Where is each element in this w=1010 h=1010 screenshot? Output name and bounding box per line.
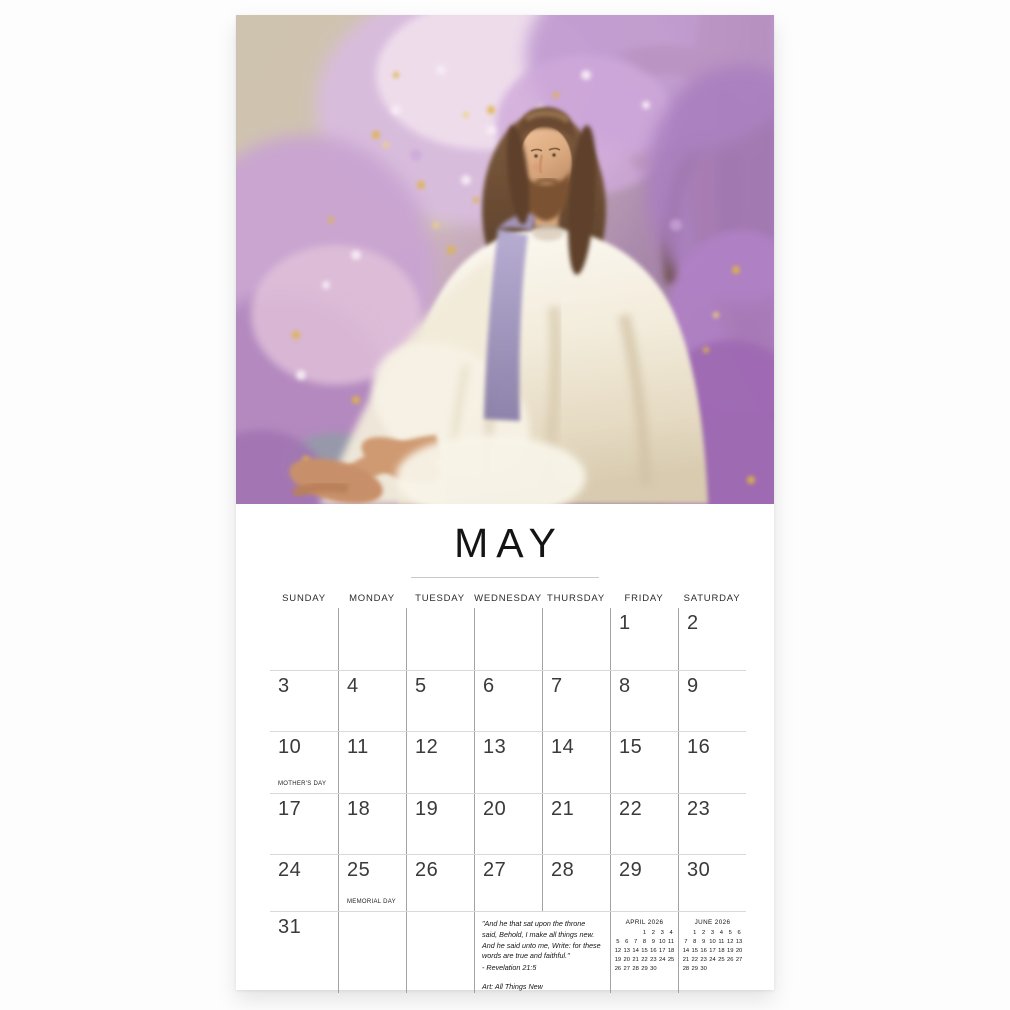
- calendar-page: [236, 15, 774, 990]
- mini-day: 9: [651, 939, 655, 946]
- mini-day: 10: [709, 939, 716, 946]
- mini-day: 11: [718, 939, 725, 946]
- day-cell-empty: [474, 608, 542, 670]
- day-number: 17: [278, 798, 302, 821]
- mini-day: 1: [693, 930, 697, 937]
- mini-day: 16: [650, 948, 657, 955]
- day-number: 28: [551, 859, 575, 882]
- mini-day: 17: [658, 948, 666, 955]
- holiday-label: MOTHER'S DAY: [278, 781, 327, 788]
- day-number: 31: [278, 916, 302, 939]
- day-cell: [678, 732, 746, 793]
- day-number: 21: [551, 798, 575, 821]
- mini-calendar-june: [678, 912, 746, 993]
- mini-day: [631, 929, 640, 938]
- day-cell-empty: [338, 608, 406, 670]
- mini-day: 30: [650, 966, 657, 973]
- artwork-painting: [236, 15, 774, 504]
- mini-day: 5: [616, 939, 620, 946]
- mini-day: [726, 965, 735, 974]
- month-title: MAY: [454, 520, 564, 566]
- day-cell: [338, 671, 406, 731]
- mini-day: 24: [658, 957, 666, 964]
- day-cell: [338, 732, 406, 793]
- day-cell: [474, 671, 542, 731]
- day-number: 3: [278, 675, 290, 698]
- mini-day: 16: [700, 948, 707, 955]
- day-number: 4: [347, 675, 359, 698]
- day-cell: [338, 855, 406, 911]
- mini-day: 3: [660, 930, 664, 937]
- mini-day: [667, 965, 676, 974]
- day-number: 24: [278, 859, 302, 882]
- mini-day: 12: [614, 948, 622, 955]
- mini-day: 25: [667, 957, 675, 964]
- day-number: 18: [347, 798, 371, 821]
- day-cell: [270, 912, 338, 993]
- mini-day: [682, 929, 691, 938]
- mini-day: 25: [718, 957, 725, 964]
- scripture-reference: - Revelation 21:5: [482, 963, 537, 973]
- mini-day: 21: [632, 957, 639, 964]
- mini-day: 4: [719, 930, 723, 937]
- mini-calendar-april: [610, 912, 678, 993]
- day-number: 20: [483, 798, 507, 821]
- day-cell: [474, 794, 542, 854]
- day-cell: [270, 794, 338, 854]
- day-cell: [542, 794, 610, 854]
- mini-calendar-grid: [682, 929, 744, 974]
- mini-day: 27: [623, 966, 630, 973]
- day-number: 7: [551, 675, 563, 698]
- mini-calendar-grid: [614, 929, 676, 974]
- title-divider: [411, 577, 599, 578]
- mini-day: 28: [632, 966, 639, 973]
- mini-day: 14: [682, 948, 690, 955]
- day-cell: [270, 671, 338, 731]
- mini-day: 12: [726, 939, 734, 946]
- day-cell: [610, 794, 678, 854]
- weekday-header: SATURDAY: [683, 593, 741, 605]
- mini-day: 19: [614, 957, 622, 964]
- day-cell: [406, 732, 474, 793]
- day-number: 27: [483, 859, 507, 882]
- day-cell: [542, 732, 610, 793]
- day-cell: [270, 855, 338, 911]
- calendar-week-row-last: [270, 911, 746, 992]
- calendar-grid: [270, 593, 746, 992]
- day-number: 16: [687, 736, 711, 759]
- day-cell-empty: [542, 608, 610, 670]
- weekday-header: TUESDAY: [415, 593, 465, 605]
- day-cell: [542, 855, 610, 911]
- day-number: 25: [347, 859, 371, 882]
- mini-day: 7: [684, 939, 688, 946]
- mini-day: 19: [726, 948, 734, 955]
- day-cell: [610, 732, 678, 793]
- mini-day: [708, 965, 717, 974]
- weekday-header: SUNDAY: [282, 593, 326, 605]
- mini-day: 22: [691, 957, 698, 964]
- mini-day: [622, 929, 631, 938]
- day-cell: [678, 608, 746, 670]
- mini-calendar-title: JUNE 2026: [694, 919, 731, 927]
- day-number: 1: [619, 612, 631, 635]
- mini-day: 22: [641, 957, 648, 964]
- mini-day: 10: [658, 939, 666, 946]
- day-cell: [678, 671, 746, 731]
- calendar-week-row: [270, 854, 746, 911]
- scripture-quote-text: "And he that sat upon the throne said, Behold, I make all things new. And he said unto me, Write: for these words are true and faithful.": [482, 919, 601, 961]
- mini-day: 28: [682, 966, 690, 973]
- day-number: 8: [619, 675, 631, 698]
- mini-day: 20: [735, 948, 743, 955]
- calendar-week-row: [270, 731, 746, 793]
- mini-day: 6: [737, 930, 741, 937]
- mini-day: 18: [667, 948, 675, 955]
- week-rows: [270, 608, 746, 911]
- day-cell: [610, 855, 678, 911]
- mini-day: 7: [634, 939, 638, 946]
- day-cell: [338, 794, 406, 854]
- day-number: 30: [687, 859, 711, 882]
- day-cell: [474, 732, 542, 793]
- day-number: 29: [619, 859, 643, 882]
- mini-day: 26: [726, 957, 734, 964]
- mini-day: 17: [709, 948, 716, 955]
- day-cell: [270, 732, 338, 793]
- day-number: 9: [687, 675, 699, 698]
- mini-day: [717, 965, 726, 974]
- day-cell-empty: [270, 608, 338, 670]
- day-cell: [610, 671, 678, 731]
- mini-day: 2: [702, 930, 706, 937]
- mini-day: 11: [668, 939, 675, 946]
- mini-day: 23: [700, 957, 707, 964]
- mini-day: 13: [735, 939, 743, 946]
- day-cell: [678, 855, 746, 911]
- day-cell: [406, 671, 474, 731]
- mini-day: 8: [642, 939, 647, 946]
- mini-day: 21: [682, 957, 690, 964]
- mini-day: 4: [669, 930, 673, 937]
- weekday-header: WEDNESDAY: [474, 593, 542, 605]
- day-cell: [610, 608, 678, 670]
- mini-day: 30: [700, 966, 707, 973]
- mini-day: 6: [625, 939, 629, 946]
- mini-day: 26: [614, 966, 622, 973]
- day-cell: [406, 855, 474, 911]
- mini-day: 23: [650, 957, 657, 964]
- day-cell-empty: [406, 608, 474, 670]
- mini-day: 15: [691, 948, 698, 955]
- mini-day: 15: [641, 948, 648, 955]
- weekday-header: THURSDAY: [547, 593, 605, 605]
- day-number: 10: [278, 736, 302, 759]
- day-number: 22: [619, 798, 643, 821]
- mini-day: 29: [641, 966, 648, 973]
- scripture-quote-block: [474, 912, 610, 993]
- day-cell-empty: [406, 912, 474, 993]
- mini-day: 29: [691, 966, 698, 973]
- day-number: 11: [347, 736, 369, 759]
- mini-day: 3: [710, 930, 715, 937]
- mini-calendar-title: APRIL 2026: [625, 919, 664, 927]
- day-number: 2: [687, 612, 699, 635]
- day-number: 26: [415, 859, 439, 882]
- mini-day: 18: [718, 948, 725, 955]
- mini-day: [614, 929, 623, 938]
- day-number: 12: [415, 736, 439, 759]
- mini-day: 27: [735, 957, 743, 964]
- day-number: 19: [415, 798, 439, 821]
- day-number: 14: [551, 736, 575, 759]
- mini-day: 24: [709, 957, 716, 964]
- mini-day: [735, 965, 744, 974]
- day-cell: [406, 794, 474, 854]
- mini-day: 13: [623, 948, 630, 955]
- day-number: 5: [415, 675, 427, 698]
- mini-day: 20: [623, 957, 630, 964]
- mini-day: 1: [642, 930, 647, 937]
- mini-day: [658, 965, 667, 974]
- mini-day: 2: [651, 930, 655, 937]
- weekday-header: FRIDAY: [624, 593, 664, 605]
- day-number: 23: [687, 798, 711, 821]
- weekday-header: MONDAY: [349, 593, 395, 605]
- calendar-week-row: [270, 608, 746, 670]
- holiday-label: MEMORIAL DAY: [347, 899, 396, 906]
- calendar-week-row: [270, 670, 746, 731]
- mini-day: 5: [728, 930, 732, 937]
- day-cell: [542, 671, 610, 731]
- day-cell: [678, 794, 746, 854]
- mini-day: 8: [693, 939, 697, 946]
- day-number: 6: [483, 675, 495, 698]
- day-number: 15: [619, 736, 643, 759]
- weekday-header-row: [270, 593, 746, 608]
- painting-svg: [236, 15, 774, 504]
- mini-day: 14: [632, 948, 639, 955]
- day-cell-empty: [338, 912, 406, 993]
- day-number: 13: [483, 736, 507, 759]
- mini-day: 9: [702, 939, 706, 946]
- calendar-week-row: [270, 793, 746, 854]
- day-cell: [474, 855, 542, 911]
- art-credit: Art: All Things New: [482, 982, 543, 992]
